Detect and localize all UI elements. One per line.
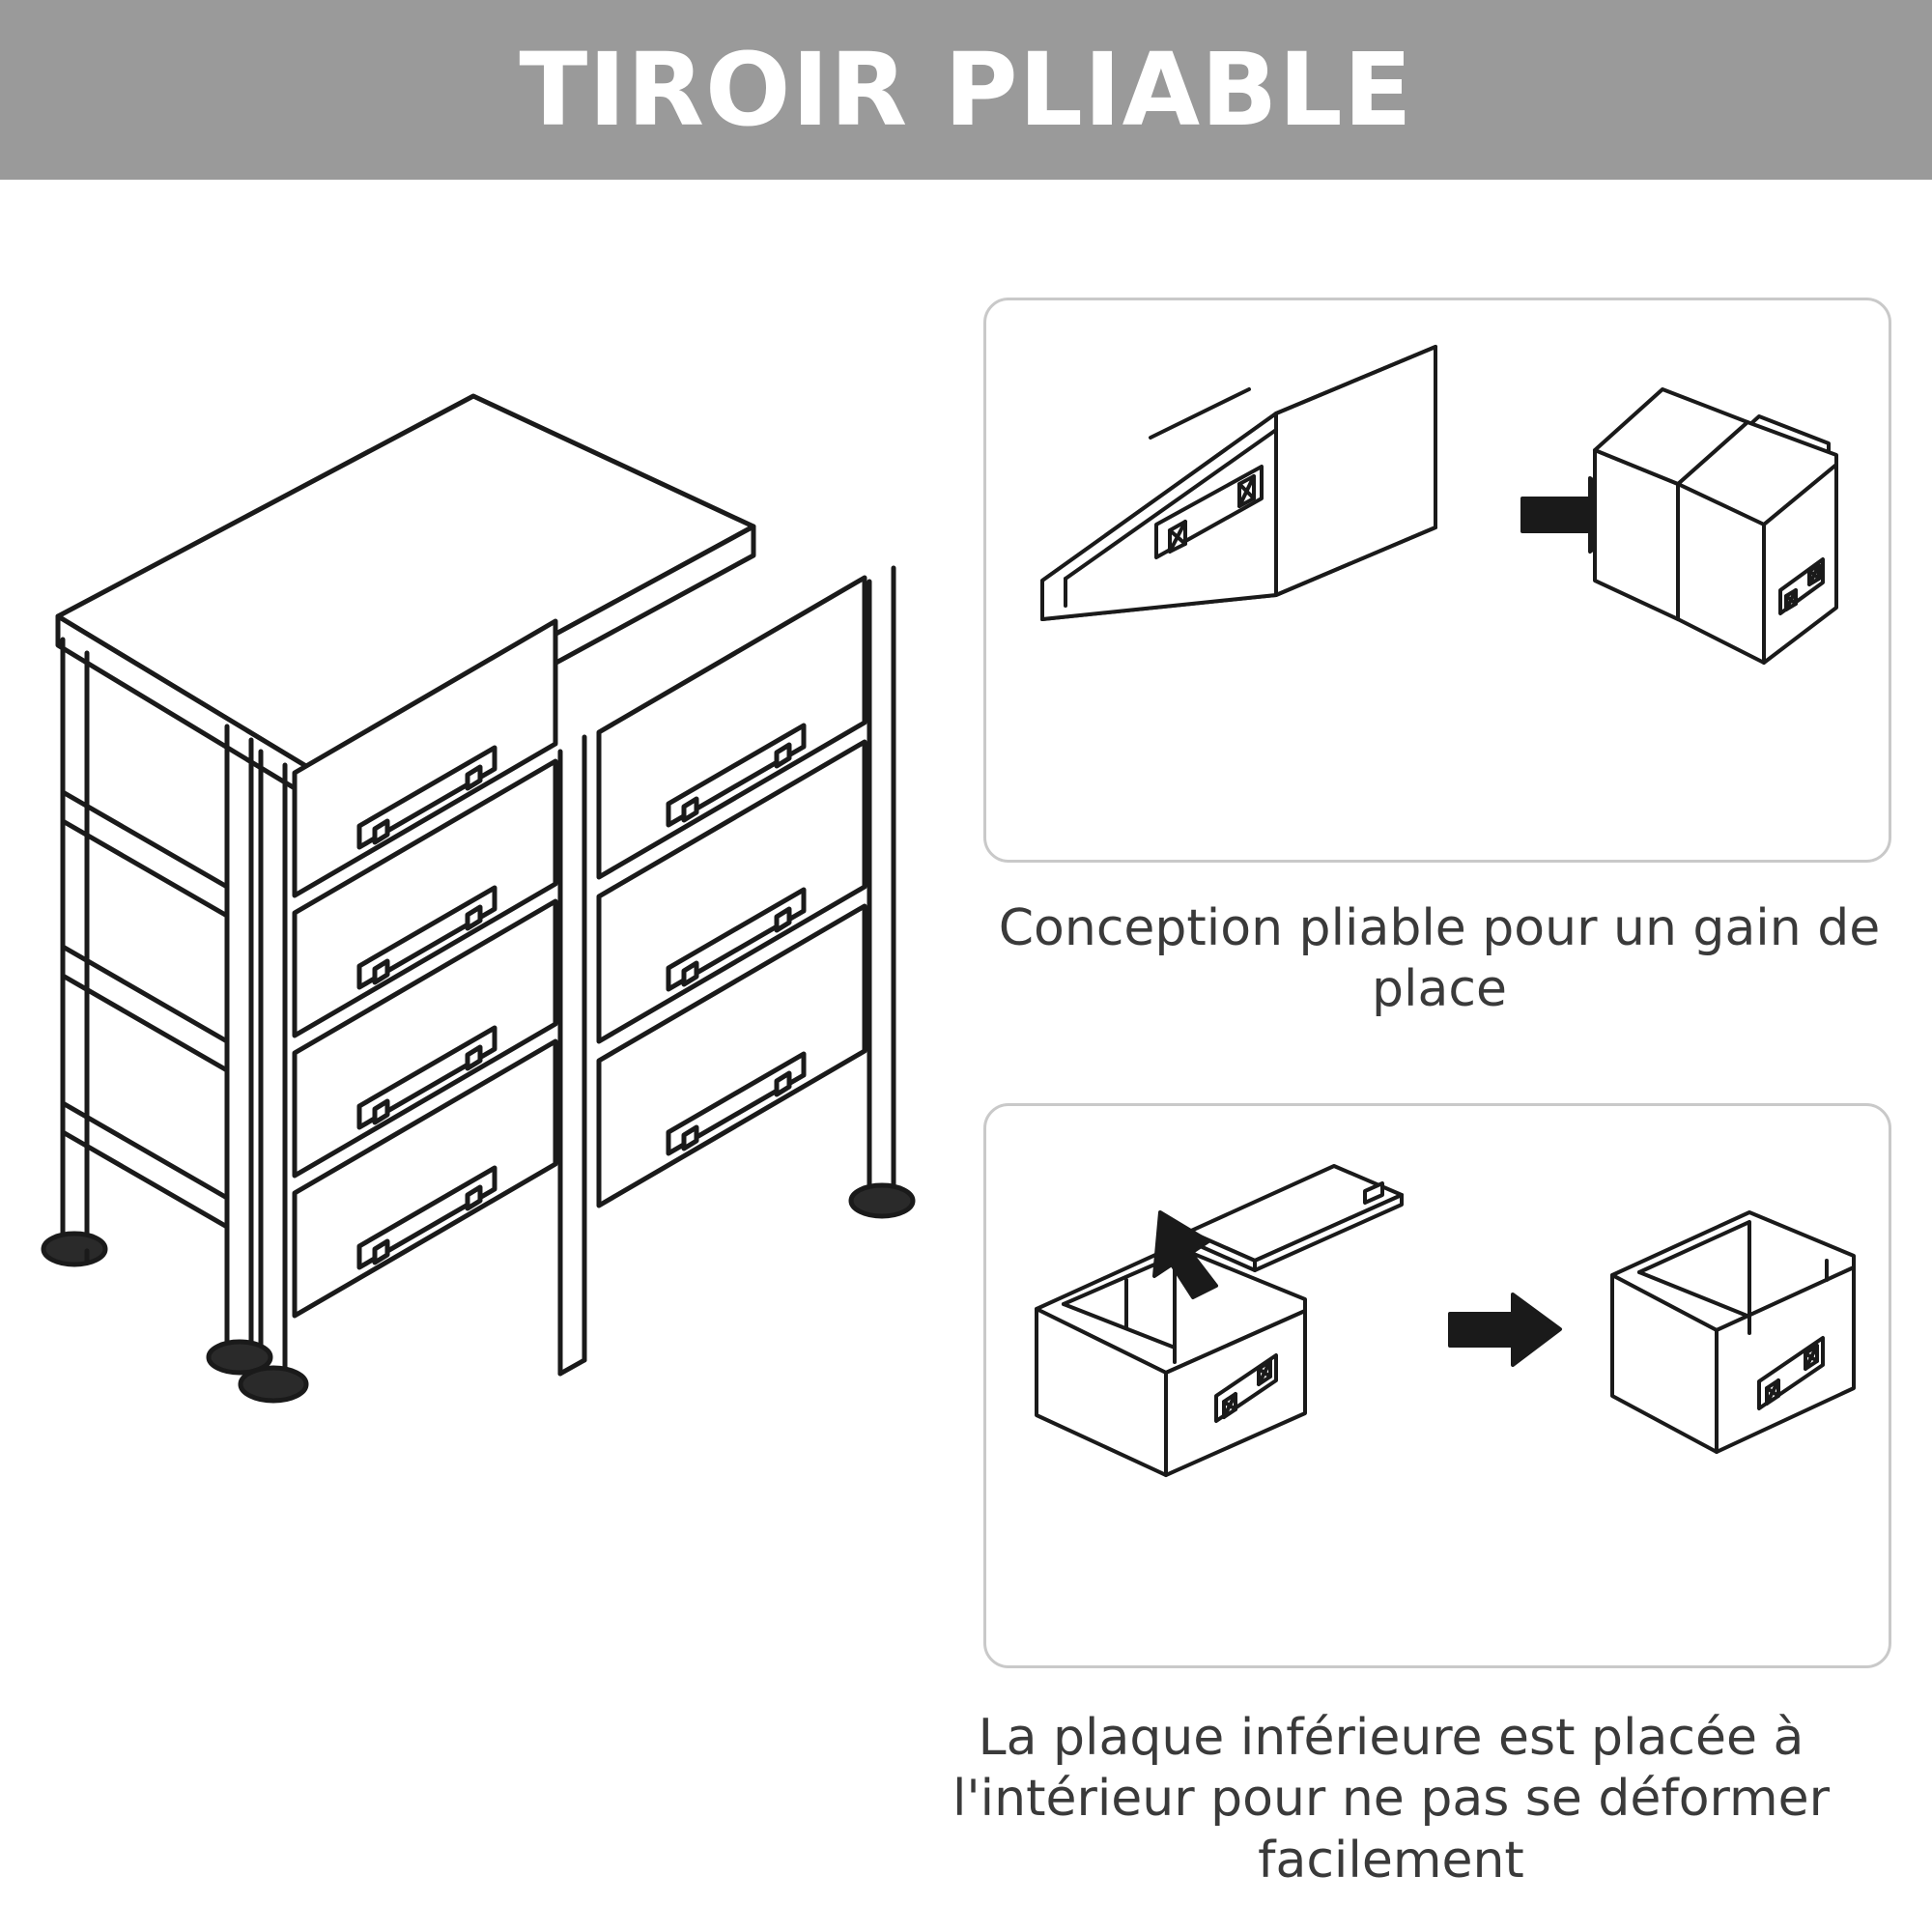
product-illustration (19, 386, 995, 1739)
header-banner (0, 0, 1932, 180)
bottom-plate-panel (983, 1103, 1891, 1668)
page-title: TIROIR PLIABLE (519, 31, 1413, 149)
caption-folding-design: Conception pliable pour un gain de place (998, 899, 1881, 1019)
folding-design-panel (983, 298, 1891, 863)
caption-bottom-plate: La plaque inférieure est placée à l'intérieur pour ne pas se déformer facilement (952, 1709, 1831, 1889)
